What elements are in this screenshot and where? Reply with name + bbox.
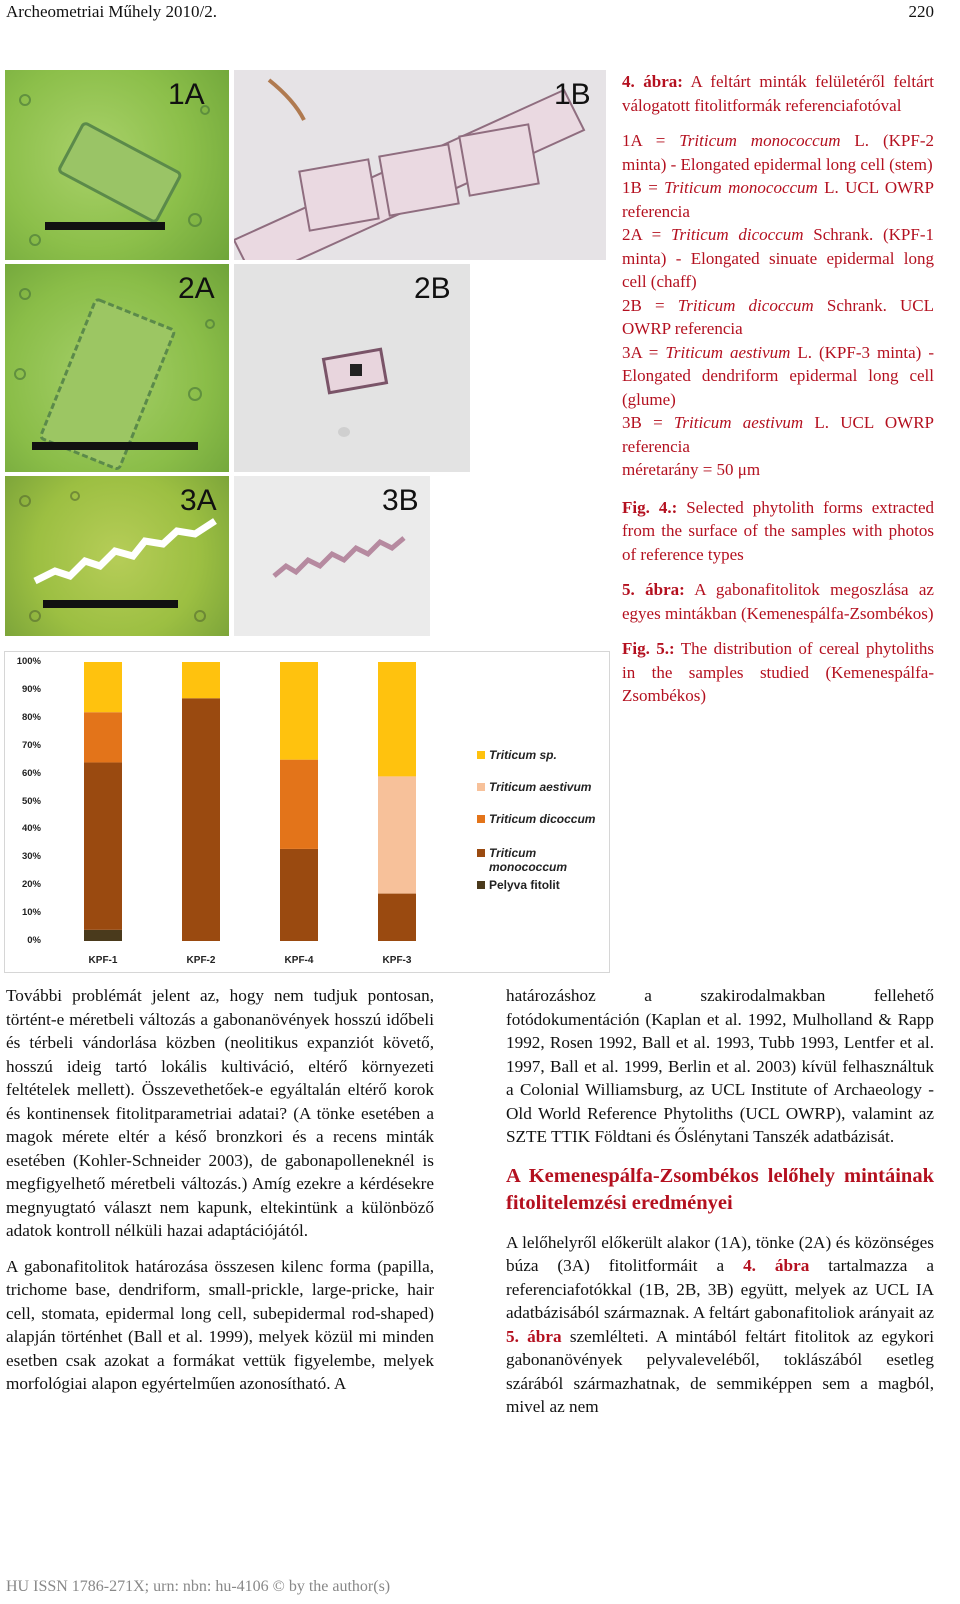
body-left-paragraph-2: A gabonafitolitok határozása összesen kilenc forma (papilla, trichome base, dendriform, small-prickle, large-pricke, hair cell, stomata, epidermal long cell, subepidermal rod-shaped) alapján történhet (Ball et al. 1999), melyek közül mi minden esetben csak azokat a formákat vettük figyelembe, melyek morfológiai alapon egyértelműen azonosítható. A (6, 1256, 434, 1393)
figure-4-caption (622, 70, 934, 708)
fig4-items (622, 129, 934, 458)
fig5-en-number: Fig. 5.: (622, 639, 675, 658)
fig4-item-taxon: Triticum dicoccum (677, 295, 814, 315)
y-tick-label: 70% (21, 739, 41, 751)
fig5-en-caption: The distribution of cereal phytoliths in the samples studied (Kemenespálfa-Zsombékos) (622, 639, 934, 705)
fig5-hu-caption: A gabonafitolitok megoszlása az egyes mintákban (Kemenespálfa-Zsombékos) (622, 580, 934, 623)
bar-segment (378, 776, 416, 893)
fig4-item (622, 223, 934, 294)
fig4-item-taxon: Triticum monococcum (679, 131, 841, 150)
fig4-item (622, 341, 934, 412)
bar-segment (280, 662, 318, 760)
y-tick-label: 50% (21, 795, 41, 807)
fig4-item (622, 294, 934, 341)
fig4-hu-number: 4. ábra: (622, 72, 683, 91)
y-tick-label: 100% (16, 656, 41, 667)
fig4-item-prefix: 3B = (622, 413, 674, 432)
legend-label: Triticum dicoccum (489, 812, 596, 826)
photo-label-2a: 2A (178, 272, 215, 305)
bar-segment (182, 662, 220, 698)
legend-label: Triticum monococcum (489, 846, 568, 874)
section-heading: A Kemenespálfa-Zsombékos lelőhely mintáinak fitolitelemzési eredményei (506, 1164, 934, 1214)
body-right-paragraph-1: határozáshoz a szakirodalmakban fellehető fotódokumentáción (Kaplan et al. 1992, Mulholland & Rapp 1992, Rosen 1992, Ball et al. 1993, Tubb 1993, Lentfer et al. 1997, Ball et al. 1999, Berlin et al. 2003) kívül felhasználtuk a Colonial Williamsburg, az UCL Institute of Archaeology - Old World Reference Phytoliths (UCL OWRP), valamint az SZTE TTIK Földtani és Őslénytani Tanszék adatbázisát. (506, 986, 934, 1146)
fig4-item-description: L. UCL OWRP referencia (622, 413, 934, 456)
fig4-hu-title: A feltárt minták felületéről feltárt válogatott fitolitformák referenciafotóval (622, 72, 934, 115)
bar-segment (84, 712, 122, 762)
scale-bar-1a (45, 222, 165, 230)
fig4-item-description: L. UCL OWRP referencia (622, 178, 934, 221)
body-right-column (506, 984, 934, 1419)
page-number: 220 (908, 2, 934, 21)
bar-segment (182, 698, 220, 941)
body-right-paragraph-2 (506, 1231, 934, 1419)
legend-swatch (477, 849, 485, 857)
fig4-item-taxon: Triticum aestivum (665, 342, 791, 362)
y-tick-label: 40% (21, 823, 41, 835)
legend-label: Pelyva fitolit (489, 878, 560, 892)
fig4-item-taxon: Triticum dicoccum (670, 225, 804, 244)
figure-5-reference: 5. ábra (506, 1326, 562, 1346)
fig4-item (622, 129, 934, 176)
bar-segment (84, 662, 122, 712)
fig4-en-caption: Selected phytolith forms extracted from the surface of the samples with photos of reference types (622, 497, 934, 564)
legend-label: Triticum aestivum (489, 780, 592, 794)
fig4-item (622, 176, 934, 223)
fig5-hu-number: 5. ábra: (622, 580, 685, 599)
fig4-item-taxon: Triticum monococcum (664, 178, 818, 197)
figure-4-reference: 4. ábra (743, 1256, 810, 1275)
bar-segment (378, 894, 416, 941)
fig4-item-prefix: 2A = (622, 225, 671, 244)
x-tick-label: KPF-3 (382, 955, 412, 966)
fig4-item-taxon: Triticum aestivum (673, 413, 804, 432)
y-tick-label: 0% (27, 935, 41, 946)
photo-label-3b: 3B (382, 484, 419, 517)
y-tick-label: 30% (21, 851, 41, 863)
fig4-scale: méretarány = 50 μm (622, 460, 761, 479)
photo-label-1a: 1A (168, 78, 205, 111)
legend-swatch (477, 751, 485, 759)
legend-swatch (477, 881, 485, 889)
y-tick-label: 90% (21, 683, 41, 695)
bar-segment (280, 849, 318, 941)
scale-bar-3a (43, 600, 178, 608)
photo-1b (234, 70, 606, 260)
x-tick-label: KPF-2 (186, 955, 216, 966)
phytolith-1b-graphic (234, 70, 606, 260)
fig4-item-description: L. (KPF-2 minta) - Elongated epidermal long cell (stem) (622, 131, 934, 174)
bar-segment (280, 760, 318, 849)
y-tick-label: 80% (21, 711, 41, 723)
fig4-item-prefix: 1B = (622, 178, 665, 197)
y-tick-label: 60% (21, 767, 41, 779)
fig4-item-description: Schrank. UCL OWRP referencia (622, 295, 934, 338)
legend-swatch (477, 815, 485, 823)
y-tick-label: 10% (21, 907, 41, 919)
bar-segment (84, 930, 122, 941)
x-tick-label: KPF-4 (284, 955, 314, 966)
body-left-column (6, 984, 434, 1396)
text-run: tartalmazza a referenciafotókkal (1B, 2B, 3B) együtt, melyek az UCL IA adatbázisából származnak. A feltárt gabonafitoliok arányait az (506, 1256, 934, 1322)
legend-label: Triticum sp. (489, 748, 557, 762)
bar-segment (84, 762, 122, 929)
x-tick-label: KPF-1 (88, 955, 118, 966)
bar-segment (378, 662, 416, 776)
fig4-item-prefix: 2B = (622, 295, 678, 315)
y-tick-label: 20% (21, 879, 41, 891)
text-run: szemlélteti. A mintából feltárt fitolitok az egykori gabonanövények pelyvaleveléből, toklászából esetleg szárából származhatnak, de semmiképpen sem a magból, mivel az nem (506, 1326, 934, 1416)
legend-swatch (477, 783, 485, 791)
fig4-item (622, 411, 934, 458)
text-run: A lelőhelyről előkerült alakor (1A), tönke (2A) és közönséges búza (3A) fitolitformáit a (506, 1232, 934, 1275)
footer-issn: HU ISSN 1786-271X; urn: nbn: hu-4106 © by the author(s) (6, 1578, 391, 1595)
body-left-paragraph-1: További problémát jelent az, hogy nem tudjuk pontosan, történt-e méretbeli változás a gabonanövények hosszú időbeli és térbeli vándorlása közben (neolitikus expanziót követő, hosszú ideig tartó lokális kultiváció, eltérő környezeti feltételek mellett). Összevethetőek-e egyáltalán eltérő korok és kontinensek fitolitparametriai adatai? (A tönke esetében a magok mérete eltér a késő bronzkori és a recens minták esetében (Kohler-Schneider 2003), de gabonapolleneknél is megfigyelhető méretbeli változás.) Amíg ezekre a kérdésekre megnyugtató választ nem kapunk, eltekintünk a különböző adatok kontroll nélküli hazai adaptációjától. (6, 986, 434, 1240)
figure-5-chart (4, 651, 610, 973)
fig4-item-prefix: 1A = (622, 131, 680, 150)
photo-label-2b: 2B (414, 272, 451, 305)
fig4-en-number: Fig. 4.: (622, 497, 678, 517)
photo-label-3a: 3A (180, 484, 217, 517)
scale-bar-2a (32, 442, 198, 450)
fig4-item-description: L. (KPF-3 minta) - Elongated dendriform epidermal long cell (glume) (622, 342, 934, 409)
journal-title: Archeometriai Műhely 2010/2. (6, 2, 218, 21)
fig4-item-description: Schrank. (KPF-1 minta) - Elongated sinuate epidermal long cell (chaff) (622, 225, 934, 291)
fig4-item-prefix: 3A = (622, 342, 666, 362)
photo-label-1b: 1B (554, 78, 591, 111)
